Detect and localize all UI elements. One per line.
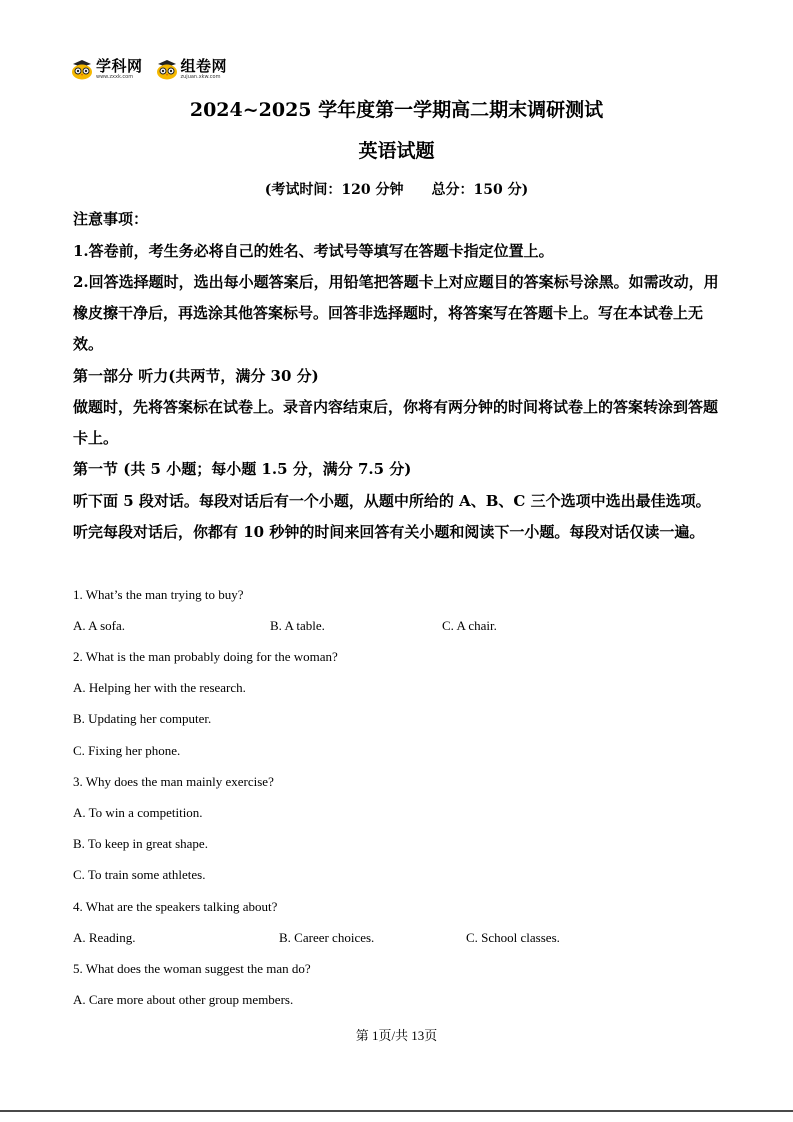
q2-option-c: C. Fixing her phone. — [73, 743, 181, 758]
logo-url: www.zxxk.com — [96, 73, 134, 80]
question-2: 2. What is the man probably doing for the woman? — [73, 649, 338, 664]
q1-option-c: C. A chair. — [442, 618, 497, 633]
q3-option-b: B. To keep in great shape. — [73, 836, 208, 851]
note-1: 1.答卷前，考生务必将自己的姓名、考试号等填写在答题卡指定位置上。 — [73, 242, 554, 260]
exam-total: 总分：150 分) — [431, 182, 529, 198]
exam-subtitle: 英语试题 — [358, 140, 435, 162]
q1-option-b: B. A table. — [270, 618, 325, 633]
q2-option-b: B. Updating her computer. — [73, 711, 212, 726]
part1-heading: 第一部分 听力(共两节，满分 30 分) — [73, 367, 319, 385]
owl-mascot-icon — [155, 58, 179, 80]
q4-option-c: C. School classes. — [466, 930, 560, 945]
exam-time: (考试时间：120 分钟 — [264, 182, 404, 198]
part1-instruction: 做题时，先将答案标在试卷上。录音内容结束后，你将有两分钟的时间将试卷上的答案转涂到答题卡上。 — [73, 398, 719, 447]
notes-heading: 注意事项： — [73, 210, 149, 228]
question-1: 1. What’s the man trying to buy? — [73, 587, 244, 602]
q2-option-a: A. Helping her with the research. — [73, 680, 246, 695]
exam-info — [0, 179, 793, 199]
q3-option-c: C. To train some athletes. — [73, 867, 206, 882]
logo-url: zujuan.xkw.com — [180, 73, 221, 80]
q4-option-b: B. Career choices. — [279, 930, 375, 945]
q5-option-a: A. Care more about other group members. — [73, 992, 294, 1007]
q4-option-a: A. Reading. — [73, 930, 136, 945]
q3-option-a: A. To win a competition. — [73, 805, 203, 820]
bottom-divider — [0, 1110, 793, 1112]
note-2: 2.回答选择题时，选出每小题答案后，用铅笔把答题卡上对应题目的答案标号涂黑。如需改动，用橡皮擦干净后，再选涂其他答案标号。回答非选择题时，将答案写在答题卡上。写在本试卷上无效。 — [73, 273, 719, 353]
owl-mascot-icon — [70, 58, 94, 80]
logo-bar — [70, 58, 227, 80]
question-4: 4. What are the speakers talking about? — [73, 899, 278, 914]
exam-title: 2024~2025 学年度第一学期高二期末调研测试 — [189, 99, 604, 121]
logo-name: 组卷网 — [180, 56, 228, 75]
q1-option-a: A. A sofa. — [73, 618, 125, 633]
logo-name: 学科网 — [96, 56, 143, 75]
section1-instruction: 听下面 5 段对话。每段对话后有一个小题，从题中所给的 A、B、C 三个选项中选出最佳选项。听完每段对话后，你都有 10 秒钟的时间来回答有关小题和阅读下一小题。每段对话仅读一遍。 — [73, 492, 711, 541]
xuekewang-logo — [70, 58, 143, 80]
question-5: 5. What does the woman suggest the man do? — [73, 961, 311, 976]
question-3: 3. Why does the man mainly exercise? — [73, 774, 274, 789]
zujuanwang-logo — [155, 58, 228, 80]
section1-heading: 第一节 (共 5 小题；每小题 1.5 分，满分 7.5 分) — [73, 460, 412, 478]
page-footer: 第 1页/共 13页 — [355, 1028, 438, 1043]
